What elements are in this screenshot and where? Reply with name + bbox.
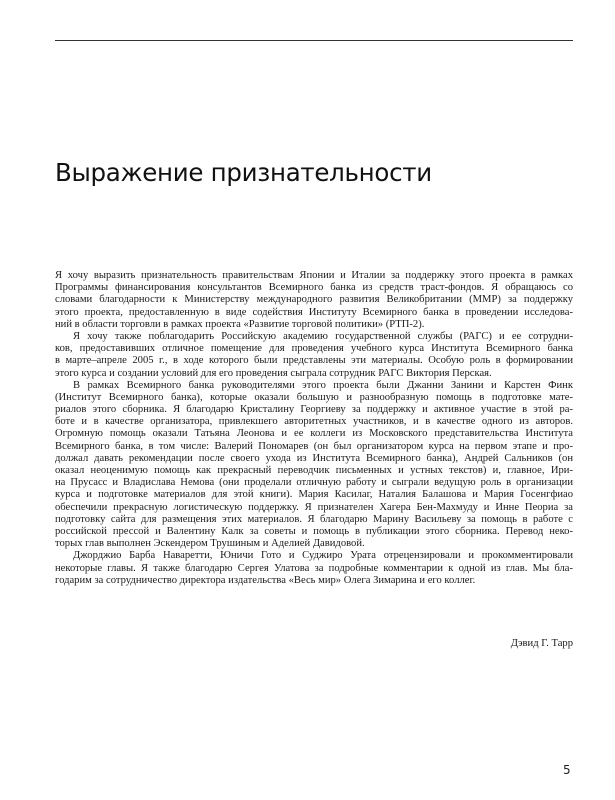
text-line: ний в области торговли в рамках проекта «Развитие торговой политики» (РТП-2). bbox=[55, 318, 425, 330]
text-line: Огромную помощь оказали Татьяна Леонова и ее коллеги из Московского представительства Института bbox=[55, 428, 573, 440]
text-line: Всемирного банка, в том числе: Валерий Пономарев (он был организатором курса на первом этапе и про- bbox=[55, 440, 573, 452]
text-line: должал давать рекомендации после своего ухода из Института Всемирного банка), Андрей Сальников (он bbox=[55, 452, 573, 464]
text-line: подготовку сайта для размещения этих материалов. Я благодарю Марину Васильеву за помощь в работе с bbox=[55, 513, 573, 525]
text-line: В рамках Всемирного банка руководителями этого проекта были Джанни Занини и Карстен Финк bbox=[73, 379, 573, 391]
text-line: обеспечили прекрасную логистическую поддержку. Я признателен Хагера Бен-Махмуду и Инне Пеориа за bbox=[55, 501, 573, 513]
paragraph-3 bbox=[55, 380, 573, 551]
text-line: на Прусасс и Владислава Немова (они проделали отличную работу и сыграли ведущую роль в организации bbox=[55, 477, 573, 489]
text-line: годарим за сотрудничество директора издательства «Весь мир» Олега Зимарина и его коллег. bbox=[55, 574, 476, 586]
text-line: в марте–апреле 2005 г., в ходе которого были представлены эти материалы. Особую роль в формировании bbox=[55, 355, 573, 367]
text-line: некоторые главы. Я также благодарю Сергея Улатова за подробные комментарии к одной из глав. Мы бла- bbox=[55, 562, 573, 574]
text-line: Программы финансирования консультантов Всемирного банка из средств траст-фондов. Я обращаюсь со bbox=[55, 282, 573, 294]
text-line: российской прессой и Валентину Калк за советы и помощь в публикации этого сборника. Перевод неко- bbox=[55, 525, 573, 537]
text-line: Я хочу также поблагодарить Российскую академию государственной службы (РАГС) и ее сотрудни- bbox=[73, 330, 573, 342]
text-line: торых глав выполнен Эскендером Трушиным и Аделией Давидовой. bbox=[55, 538, 365, 550]
text-line: ков, предоставивших отличное помещение для проведения учебного курса Института Всемирного банка bbox=[55, 343, 573, 355]
text-line: (Институт Всемирного банка), которые оказали большую и разнообразную помощь в подготовке мате- bbox=[55, 391, 573, 403]
signature: Дэвид Г. Тарр bbox=[510, 638, 573, 649]
text-line: Я хочу выразить признательность правительствам Японии и Италии за поддержку этого проекта в рамках bbox=[55, 270, 573, 281]
text-line: этого курса и создании условий для его проведения сыграла сотрудник РАГС Виктория Перская. bbox=[55, 367, 492, 379]
header-rule bbox=[55, 40, 573, 41]
text-line: риалов этого сборника. Я благодарю Кристалину Георгиеву за поддержку и активное участие в этой ра- bbox=[55, 404, 573, 416]
text-line: боте и в качестве организатора, привлекшего авторитетных участников, и в качестве одного из авторов. bbox=[55, 416, 573, 428]
paragraph-2 bbox=[55, 331, 573, 380]
text-line: курса и подготовке материалов для этой книги). Мария Касилаг, Наталия Балашова и Мария Госенгфиао bbox=[55, 489, 573, 501]
page-title: Выражение признательности bbox=[55, 158, 432, 187]
body-text bbox=[55, 270, 573, 587]
text-line: словами благодарности к Министерству международного развития Великобритании (ММР) за поддержку bbox=[55, 294, 573, 306]
page-number: 5 bbox=[563, 763, 571, 777]
text-line: оказал неоценимую помощь как прекрасный переводчик письменных и устных текстов) и, главное, Ири- bbox=[55, 465, 573, 476]
paragraph-4 bbox=[55, 550, 573, 587]
paragraph-1 bbox=[55, 270, 573, 331]
text-line: этого проекта, предоставленную в виде содействия Институту Всемирного банка в проведении исследова- bbox=[55, 306, 573, 318]
text-line: Джорджио Барба Наваретти, Юничи Гото и Суджиро Урата отрецензировали и прокомментировали bbox=[73, 550, 573, 562]
